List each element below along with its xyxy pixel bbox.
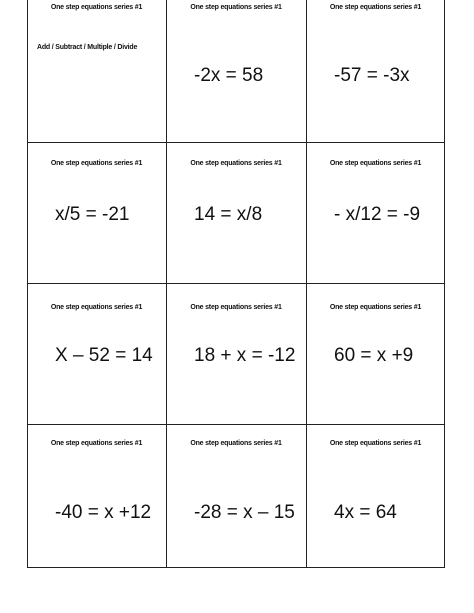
equation-card bbox=[306, 283, 445, 424]
card-header: One step equations series #1 bbox=[329, 4, 422, 11]
equation-card bbox=[306, 424, 445, 568]
equation-text: -2x = 58 bbox=[194, 65, 264, 86]
equation-card bbox=[306, 142, 445, 283]
equation-text: - x/12 = -9 bbox=[334, 204, 421, 225]
card-header: One step equations series #1 bbox=[50, 304, 143, 311]
card-header: One step equations series #1 bbox=[329, 304, 422, 311]
card-header: One step equations series #1 bbox=[190, 160, 282, 167]
equation-card bbox=[306, 0, 445, 142]
equation-card bbox=[27, 283, 166, 424]
equation-text: -57 = -3x bbox=[334, 65, 410, 86]
equation-card bbox=[27, 424, 166, 568]
card-subtitle: Add / Subtract / Multiple / Divide bbox=[37, 44, 138, 51]
equation-card bbox=[166, 283, 306, 424]
equation-card bbox=[166, 0, 306, 142]
card-header: One step equations series #1 bbox=[50, 440, 143, 447]
equation-card bbox=[166, 142, 306, 283]
card-header: One step equations series #1 bbox=[50, 160, 143, 167]
equation-text: x/5 = -21 bbox=[55, 204, 130, 225]
equation-text: -40 = x +12 bbox=[55, 502, 152, 523]
intro-card bbox=[27, 0, 166, 142]
equation-text: 14 = x/8 bbox=[194, 204, 263, 225]
equation-text: -28 = x – 15 bbox=[194, 502, 295, 523]
card-header: One step equations series #1 bbox=[329, 440, 422, 447]
card-header: One step equations series #1 bbox=[190, 304, 282, 311]
card-header: One step equations series #1 bbox=[329, 160, 422, 167]
card-header: One step equations series #1 bbox=[190, 440, 282, 447]
equation-text: 4x = 64 bbox=[334, 502, 397, 523]
equation-text: X – 52 = 14 bbox=[55, 345, 153, 366]
card-header: One step equations series #1 bbox=[50, 4, 143, 11]
equation-card bbox=[166, 424, 306, 568]
card-header: One step equations series #1 bbox=[190, 4, 282, 11]
equation-text: 18 + x = -12 bbox=[194, 345, 296, 366]
equation-text: 60 = x +9 bbox=[334, 345, 414, 366]
equation-card bbox=[27, 142, 166, 283]
